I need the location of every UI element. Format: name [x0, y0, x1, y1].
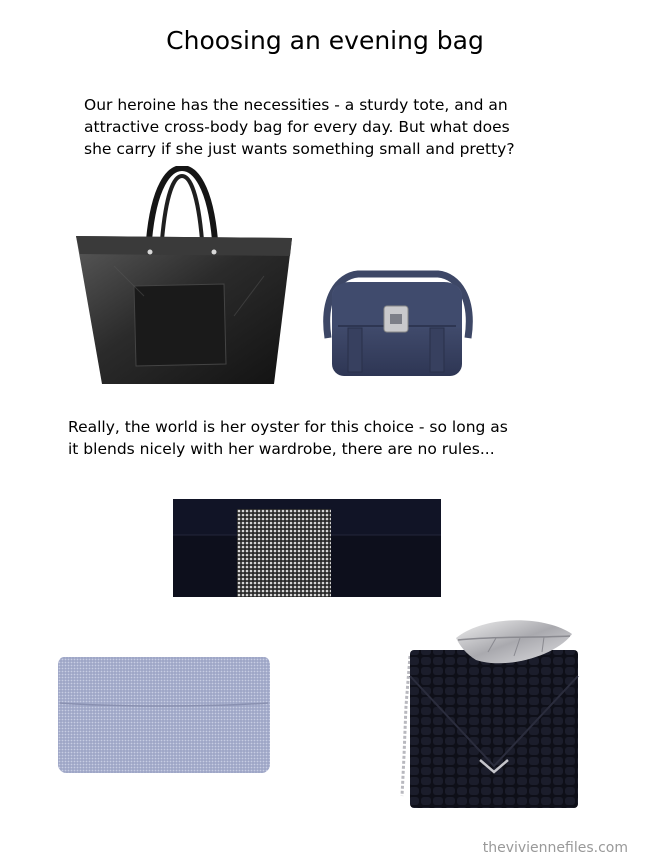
black-tote-bag: [74, 166, 296, 386]
black-rhinestone-clutch: [173, 497, 441, 597]
site-credit: theviviennefiles.com: [482, 840, 628, 856]
intro-line: Our heroine has the necessities - a sturdy tote, and an: [84, 96, 508, 114]
second-line: it blends nicely with her wardrobe, there are no rules...: [68, 440, 495, 458]
black-croc-leaf-bag: [396, 616, 581, 816]
navy-crossbody-bag: [318, 268, 476, 380]
page-title: Choosing an evening bag: [166, 26, 484, 55]
second-paragraph: [68, 416, 508, 460]
lavender-beaded-clutch: [58, 655, 270, 773]
second-line: Really, the world is her oyster for this choice - so long as: [68, 418, 508, 436]
intro-line: she carry if she just wants something small and pretty?: [84, 140, 515, 158]
intro-paragraph: [84, 94, 515, 160]
intro-line: attractive cross-body bag for every day. But what does: [84, 118, 510, 136]
